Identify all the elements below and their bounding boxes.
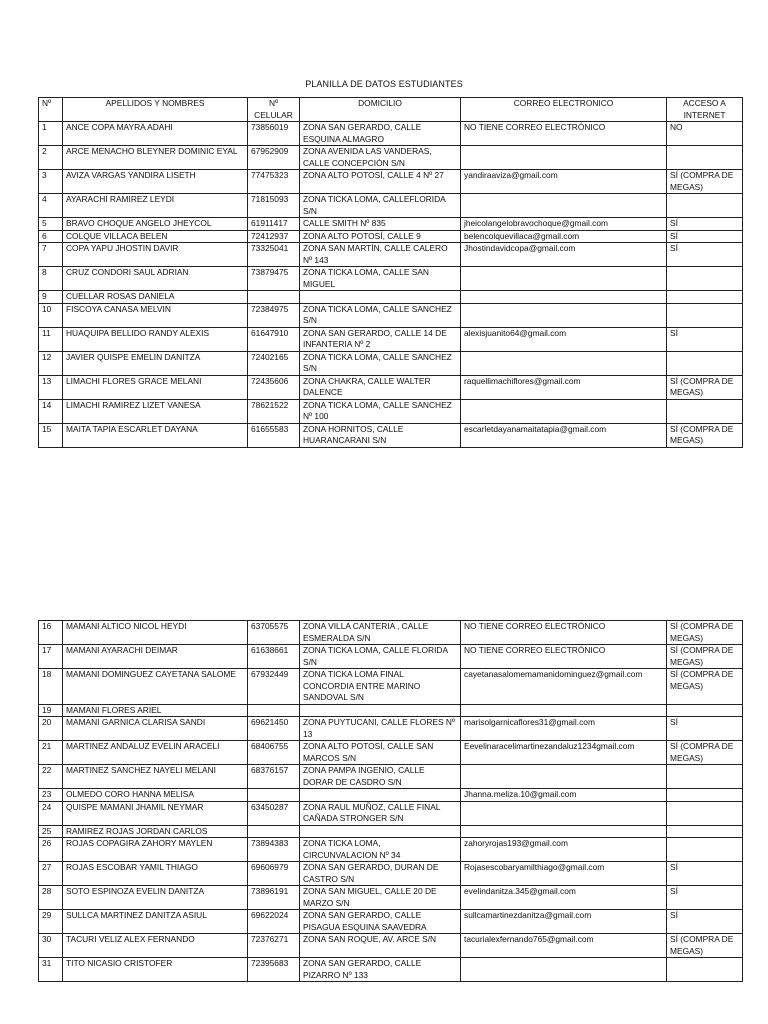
cell-address: ZONA SAN MARTÍN, CALLE CALERO Nº 143 bbox=[300, 243, 461, 267]
cell-number: 1 bbox=[39, 122, 63, 146]
table-row bbox=[39, 423, 743, 447]
cell-email bbox=[461, 704, 667, 717]
cell-phone: 73325041 bbox=[248, 243, 300, 267]
cell-email bbox=[461, 958, 667, 982]
cell-email bbox=[461, 351, 667, 375]
cell-address: ZONA VILLA CANTERIA , CALLE ESMERALDA S/N bbox=[300, 621, 461, 645]
cell-address: ZONA SAN MIGUEL, CALLE 20 DE MARZO S/N bbox=[300, 886, 461, 910]
cell-address: ZONA CHAKRA, CALLE WALTER DALENCE bbox=[300, 375, 461, 399]
table-row bbox=[39, 375, 743, 399]
cell-email: escarletdayanamaitatapia@gmail.com bbox=[461, 423, 667, 447]
cell-name: SOTO ESPINOZA EVELIN DANITZA bbox=[63, 886, 248, 910]
header-number: Nº bbox=[39, 98, 63, 122]
cell-email: evelindanitza.345@gmail.com bbox=[461, 886, 667, 910]
cell-internet: SÍ (COMPRA DE MEGAS) bbox=[667, 423, 743, 447]
cell-name: TITO NICASIO CRISTOFER bbox=[63, 958, 248, 982]
cell-number: 15 bbox=[39, 423, 63, 447]
cell-internet: SÍ bbox=[667, 327, 743, 351]
cell-phone: 72402165 bbox=[248, 351, 300, 375]
cell-address: ZONA HORNITOS, CALLE HUARANCARANI S/N bbox=[300, 423, 461, 447]
cell-name: MAMANI AYARACHI DEIMAR bbox=[63, 645, 248, 669]
cell-number: 28 bbox=[39, 886, 63, 910]
cell-phone: 73879475 bbox=[248, 267, 300, 291]
cell-internet bbox=[667, 194, 743, 218]
cell-email: NO TIENE CORREO ELECTRÓNICO bbox=[461, 122, 667, 146]
cell-internet: SÍ bbox=[667, 717, 743, 741]
cell-number: 13 bbox=[39, 375, 63, 399]
cell-number: 14 bbox=[39, 399, 63, 423]
cell-internet: SÍ (COMPRA DE MEGAS) bbox=[667, 621, 743, 645]
cell-email: jheicolangelobravochoque@gmail.com bbox=[461, 218, 667, 231]
header-name: APELLIDOS Y NOMBRES bbox=[63, 98, 248, 122]
table-row bbox=[39, 170, 743, 194]
table-row bbox=[39, 267, 743, 291]
cell-phone: 78621522 bbox=[248, 399, 300, 423]
cell-name: OLMEDO CORO HANNA MELISA bbox=[63, 789, 248, 802]
table-row bbox=[39, 765, 743, 789]
table-row bbox=[39, 230, 743, 243]
cell-internet bbox=[667, 838, 743, 862]
cell-internet: NO bbox=[667, 122, 743, 146]
cell-phone: 67932449 bbox=[248, 669, 300, 705]
cell-number: 25 bbox=[39, 825, 63, 838]
cell-address: ZONA PUYTUCANI, CALLE FLORES Nº 13 bbox=[300, 717, 461, 741]
cell-address: ZONA ALTO POTOSÍ, CALLE 9 bbox=[300, 230, 461, 243]
cell-email bbox=[461, 267, 667, 291]
cell-number: 26 bbox=[39, 838, 63, 862]
table-row bbox=[39, 789, 743, 802]
header-address: DOMICILIO bbox=[300, 98, 461, 122]
table-row bbox=[39, 838, 743, 862]
cell-name: MAMANI DOMINGUEZ CAYETANA SALOME bbox=[63, 669, 248, 705]
cell-email: raquellimachiflores@gmail.com bbox=[461, 375, 667, 399]
cell-internet bbox=[667, 789, 743, 802]
table-row bbox=[39, 621, 743, 645]
cell-address: ZONA AVENIDA LAS VANDERAS, CALLE CONCEPCIÓN S/N bbox=[300, 146, 461, 170]
cell-email: belencolquevillaca@gmail.com bbox=[461, 230, 667, 243]
cell-name: AVIZA VARGAS YANDIRA LISETH bbox=[63, 170, 248, 194]
cell-email: zahoryrojas193@gmail.com bbox=[461, 838, 667, 862]
cell-internet: SÍ (COMPRA DE MEGAS) bbox=[667, 934, 743, 958]
cell-email: Jhanna.meliza.10@gmail.com bbox=[461, 789, 667, 802]
students-table-page-2 bbox=[38, 620, 743, 982]
cell-number: 24 bbox=[39, 801, 63, 825]
cell-email bbox=[461, 399, 667, 423]
cell-internet bbox=[667, 351, 743, 375]
cell-phone: 61911417 bbox=[248, 218, 300, 231]
cell-address: CALLE SMITH Nº 835 bbox=[300, 218, 461, 231]
cell-name: HUAQUIPA BELLIDO RANDY ALEXIS bbox=[63, 327, 248, 351]
cell-email: NO TIENE CORREO ELECTRÓNICO bbox=[461, 621, 667, 645]
cell-name: BRAVO CHOQUE ANGELO JHEYCOL bbox=[63, 218, 248, 231]
cell-name: ANCE COPA MAYRA ADAHI bbox=[63, 122, 248, 146]
cell-internet: SÍ bbox=[667, 886, 743, 910]
cell-name: TACURI VELIZ ALEX FERNANDO bbox=[63, 934, 248, 958]
table-row bbox=[39, 958, 743, 982]
cell-name: FISCOYA CANASA MELVIN bbox=[63, 303, 248, 327]
cell-name: COLQUE VILLACA BELEN bbox=[63, 230, 248, 243]
cell-email bbox=[461, 303, 667, 327]
header-email: CORREO ELECTRONICO bbox=[461, 98, 667, 122]
cell-internet bbox=[667, 303, 743, 327]
table-row bbox=[39, 399, 743, 423]
cell-address: ZONA TICKA LOMA, CIRCUNVALACION Nº 34 bbox=[300, 838, 461, 862]
cell-name: MARTINEZ SANCHEZ NAYELI MELANI bbox=[63, 765, 248, 789]
cell-number: 5 bbox=[39, 218, 63, 231]
cell-number: 31 bbox=[39, 958, 63, 982]
cell-address: ZONA ALTO POTOSÍ, CALLE 4 Nº 27 bbox=[300, 170, 461, 194]
cell-address: ZONA TICKA LOMA, CALLEFLORIDA S/N bbox=[300, 194, 461, 218]
cell-internet bbox=[667, 825, 743, 838]
cell-name: CUELLAR ROSAS DANIELA bbox=[63, 291, 248, 304]
table-header-row bbox=[39, 98, 743, 122]
cell-number: 11 bbox=[39, 327, 63, 351]
cell-name: SULLCA MARTINEZ DANITZA ASIUL bbox=[63, 910, 248, 934]
cell-email bbox=[461, 194, 667, 218]
table-row bbox=[39, 669, 743, 705]
cell-name: COPA YAPU JHOSTIN DAVIR bbox=[63, 243, 248, 267]
cell-internet: SÍ (COMPRA DE MEGAS) bbox=[667, 645, 743, 669]
cell-number: 8 bbox=[39, 267, 63, 291]
cell-internet bbox=[667, 765, 743, 789]
cell-email: Jhostindavidcopa@gmail.com bbox=[461, 243, 667, 267]
table-body-page-2 bbox=[39, 621, 743, 982]
cell-number: 23 bbox=[39, 789, 63, 802]
cell-name: RAMIREZ ROJAS JORDAN CARLOS bbox=[63, 825, 248, 838]
cell-address: ZONA TICKA LOMA, CALLE SAN MIGUEL bbox=[300, 267, 461, 291]
table-body-page-1 bbox=[39, 122, 743, 448]
table-row bbox=[39, 303, 743, 327]
cell-internet: SÍ bbox=[667, 243, 743, 267]
header-internet: ACCESO A INTERNET bbox=[667, 98, 743, 122]
cell-number: 12 bbox=[39, 351, 63, 375]
cell-address: ZONA RAUL MUÑOZ, CALLE FINAL CAÑADA STRONGER S/N bbox=[300, 801, 461, 825]
table-row bbox=[39, 717, 743, 741]
cell-name: ROJAS ESCOBAR YAMIL THIAGO bbox=[63, 862, 248, 886]
cell-name: MAMANI ALTICO NICOL HEYDI bbox=[63, 621, 248, 645]
cell-name: ARCE MENACHO BLEYNER DOMINIC EYAL bbox=[63, 146, 248, 170]
cell-internet bbox=[667, 399, 743, 423]
cell-number: 4 bbox=[39, 194, 63, 218]
cell-phone: 69622024 bbox=[248, 910, 300, 934]
table-row bbox=[39, 122, 743, 146]
cell-address: ZONA SAN GERARDO, CALLE ESQUINA ALMAGRO bbox=[300, 122, 461, 146]
cell-email bbox=[461, 146, 667, 170]
cell-internet: SÍ (COMPRA DE MEGAS) bbox=[667, 669, 743, 705]
cell-internet: SÍ bbox=[667, 218, 743, 231]
cell-number: 18 bbox=[39, 669, 63, 705]
cell-name: AYARACHI RAMIREZ LEYDI bbox=[63, 194, 248, 218]
cell-internet bbox=[667, 146, 743, 170]
cell-phone bbox=[248, 291, 300, 304]
cell-internet bbox=[667, 704, 743, 717]
cell-phone: 61647910 bbox=[248, 327, 300, 351]
table-row bbox=[39, 194, 743, 218]
cell-number: 17 bbox=[39, 645, 63, 669]
cell-phone: 77475323 bbox=[248, 170, 300, 194]
cell-phone: 73856019 bbox=[248, 122, 300, 146]
cell-name: MAITA TAPIA ESCARLET DAYANA bbox=[63, 423, 248, 447]
cell-address: ZONA SAN ROQUE, AV. ARCE S/N bbox=[300, 934, 461, 958]
table-row bbox=[39, 704, 743, 717]
table-row bbox=[39, 825, 743, 838]
cell-number: 7 bbox=[39, 243, 63, 267]
cell-address: ZONA TICKA LOMA, CALLE SANCHEZ Nº 100 bbox=[300, 399, 461, 423]
cell-name: LIMACHI FLORES GRACE MELANI bbox=[63, 375, 248, 399]
students-table-page-1 bbox=[38, 97, 743, 448]
table-row bbox=[39, 645, 743, 669]
cell-phone bbox=[248, 704, 300, 717]
cell-internet: SÍ bbox=[667, 910, 743, 934]
cell-internet bbox=[667, 801, 743, 825]
cell-phone bbox=[248, 789, 300, 802]
cell-internet bbox=[667, 291, 743, 304]
cell-number: 6 bbox=[39, 230, 63, 243]
header-phone: Nº CELULAR bbox=[248, 98, 300, 122]
cell-number: 3 bbox=[39, 170, 63, 194]
cell-address bbox=[300, 825, 461, 838]
cell-internet: SÍ bbox=[667, 230, 743, 243]
cell-internet bbox=[667, 958, 743, 982]
table-row bbox=[39, 243, 743, 267]
cell-number: 20 bbox=[39, 717, 63, 741]
table-row bbox=[39, 291, 743, 304]
table-row bbox=[39, 327, 743, 351]
cell-address: ZONA SAN GERARDO, DURAN DE CASTRO S/N bbox=[300, 862, 461, 886]
cell-phone: 61638661 bbox=[248, 645, 300, 669]
cell-phone: 73894383 bbox=[248, 838, 300, 862]
cell-number: 9 bbox=[39, 291, 63, 304]
cell-internet: SÍ (COMPRA DE MEGAS) bbox=[667, 741, 743, 765]
cell-name: JAVIER QUISPE EMELIN DANITZA bbox=[63, 351, 248, 375]
cell-phone: 69621450 bbox=[248, 717, 300, 741]
cell-phone: 63705575 bbox=[248, 621, 300, 645]
cell-email bbox=[461, 825, 667, 838]
cell-phone: 67952909 bbox=[248, 146, 300, 170]
cell-email bbox=[461, 765, 667, 789]
cell-phone: 72376271 bbox=[248, 934, 300, 958]
cell-email: cayetanasalomemamanidominguez@gmail.com bbox=[461, 669, 667, 705]
cell-number: 19 bbox=[39, 704, 63, 717]
cell-phone: 73896191 bbox=[248, 886, 300, 910]
cell-name: QUISPE MAMANI JHAMIL NEYMAR bbox=[63, 801, 248, 825]
cell-phone: 68376157 bbox=[248, 765, 300, 789]
cell-address bbox=[300, 291, 461, 304]
cell-email: Eevelinaracelimartinezandaluz1234gmail.com bbox=[461, 741, 667, 765]
cell-email: NO TIENE CORREO ELECTRÓNICO bbox=[461, 645, 667, 669]
cell-name: MAMANI GARNICA CLARISA SANDI bbox=[63, 717, 248, 741]
table-row bbox=[39, 862, 743, 886]
cell-phone bbox=[248, 825, 300, 838]
cell-number: 27 bbox=[39, 862, 63, 886]
cell-internet: SÍ (COMPRA DE MEGAS) bbox=[667, 375, 743, 399]
cell-email bbox=[461, 801, 667, 825]
page-title: PLANILLA DE DATOS ESTUDIANTES bbox=[305, 79, 463, 89]
cell-phone: 72395683 bbox=[248, 958, 300, 982]
cell-number: 21 bbox=[39, 741, 63, 765]
cell-phone: 72435606 bbox=[248, 375, 300, 399]
cell-phone: 69606979 bbox=[248, 862, 300, 886]
cell-number: 22 bbox=[39, 765, 63, 789]
cell-phone: 61655583 bbox=[248, 423, 300, 447]
cell-address: ZONA SAN GERARDO, CALLE PIZARRO Nº 133 bbox=[300, 958, 461, 982]
cell-email: alexisjuanito64@gmail.com bbox=[461, 327, 667, 351]
table-row bbox=[39, 910, 743, 934]
cell-phone: 72412937 bbox=[248, 230, 300, 243]
cell-number: 16 bbox=[39, 621, 63, 645]
cell-address: ZONA ALTO POTOSÍ, CALLE SAN MARCOS S/N bbox=[300, 741, 461, 765]
cell-email: tacurialexfernando765@gmail.com bbox=[461, 934, 667, 958]
cell-number: 30 bbox=[39, 934, 63, 958]
cell-address: ZONA SAN GERARDO, CALLE PISAGUA ESQUINA SAAVEDRA bbox=[300, 910, 461, 934]
cell-address: ZONA TICKA LOMA, CALLE SANCHEZ S/N bbox=[300, 351, 461, 375]
cell-internet: SÍ (COMPRA DE MEGAS) bbox=[667, 170, 743, 194]
cell-address: ZONA TICKA LOMA, CALLE SANCHEZ S/N bbox=[300, 303, 461, 327]
cell-address: ZONA TICKA LOMA, CALLE FLORIDA S/N bbox=[300, 645, 461, 669]
cell-address bbox=[300, 789, 461, 802]
cell-address: ZONA PAMPA INGENIO, CALLE DORAR DE CASDRO S/N bbox=[300, 765, 461, 789]
cell-number: 29 bbox=[39, 910, 63, 934]
cell-number: 10 bbox=[39, 303, 63, 327]
cell-name: MAMANI FLORES ARIEL bbox=[63, 704, 248, 717]
cell-email: yandiraaviza@gmail.com bbox=[461, 170, 667, 194]
cell-phone: 72384975 bbox=[248, 303, 300, 327]
cell-email: Rojasescobaryamilthiago@gmail.com bbox=[461, 862, 667, 886]
cell-name: CRUZ CONDORI SAUL ADRIAN bbox=[63, 267, 248, 291]
table-row bbox=[39, 146, 743, 170]
cell-phone: 63450287 bbox=[248, 801, 300, 825]
cell-address bbox=[300, 704, 461, 717]
cell-phone: 68406755 bbox=[248, 741, 300, 765]
table-row bbox=[39, 934, 743, 958]
cell-name: MARTINEZ ANDALUZ EVELIN ARACELI bbox=[63, 741, 248, 765]
cell-internet: SÍ bbox=[667, 862, 743, 886]
cell-email: marisolgarnicaflores31@gmail.com bbox=[461, 717, 667, 741]
cell-address: ZONA TICKA LOMA FINAL CONCORDIA ENTRE MARINO SANDOVAL S/N bbox=[300, 669, 461, 705]
table-row bbox=[39, 801, 743, 825]
table-row bbox=[39, 351, 743, 375]
cell-number: 2 bbox=[39, 146, 63, 170]
cell-email: sullcamartinezdanitza@gmail.com bbox=[461, 910, 667, 934]
cell-email bbox=[461, 291, 667, 304]
table-row bbox=[39, 741, 743, 765]
cell-phone: 71815093 bbox=[248, 194, 300, 218]
cell-internet bbox=[667, 267, 743, 291]
cell-name: ROJAS COPAGIRA ZAHORY MAYLEN bbox=[63, 838, 248, 862]
cell-address: ZONA SAN GERARDO, CALLE 14 DE INFANTERIA Nº 2 bbox=[300, 327, 461, 351]
table-row bbox=[39, 218, 743, 231]
table-row bbox=[39, 886, 743, 910]
cell-name: LIMACHI RAMIREZ LIZET VANESA bbox=[63, 399, 248, 423]
